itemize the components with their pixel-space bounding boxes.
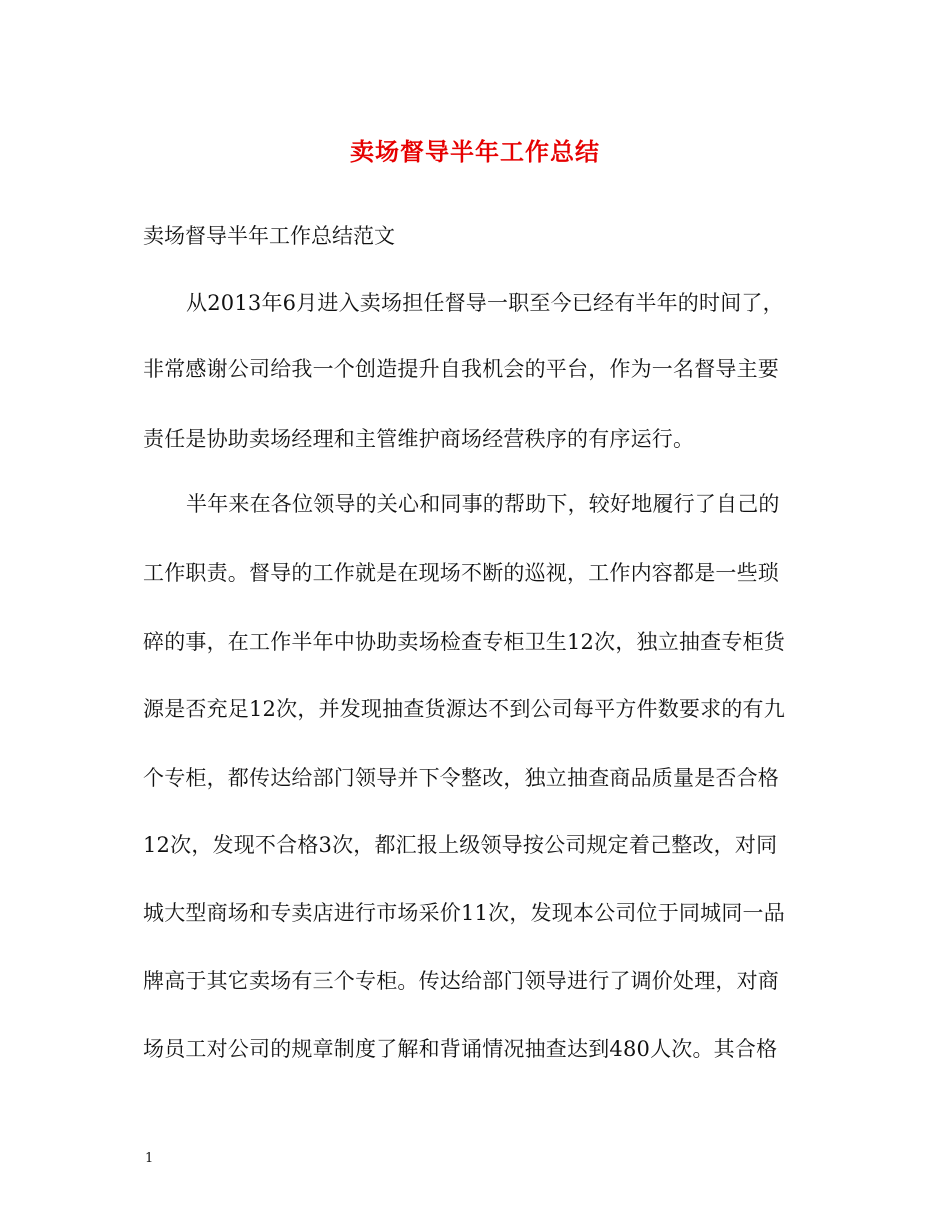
paragraph-2-line-2: 工作职责。督导的工作就是在现场不断的巡视，工作内容都是一些琐 [143, 561, 779, 585]
paragraph-2-line-4: 源是否充足12次，并发现抽查货源达不到公司每平方件数要求的有九 [143, 697, 785, 721]
paragraph-1-line-2: 非常感谢公司给我一个创造提升自我机会的平台，作为一名督导主要 [143, 357, 779, 381]
document-subtitle: 卖场督导半年工作总结范文 [143, 224, 395, 248]
paragraph-2-line-8: 牌高于其它卖场有三个专柜。传达给部门领导进行了调价处理，对商 [143, 969, 779, 993]
paragraph-2-line-6: 12次，发现不合格3次，都汇报上级领导按公司规定着己整改，对同 [143, 833, 778, 857]
paragraph-2-line-1: 半年来在各位领导的关心和同事的帮助下，较好地履行了自己的 [186, 492, 780, 516]
paragraph-2-line-3: 碎的事，在工作半年中协助卖场检查专柜卫生12次，独立抽查专柜货 [143, 630, 785, 654]
paragraph-2-line-9: 场员工对公司的规章制度了解和背诵情况抽查达到480人次。其合格 [143, 1037, 778, 1061]
paragraph-2-line-5: 个专柜，都传达给部门领导并下令整改，独立抽查商品质量是否合格 [143, 766, 779, 790]
paragraph-1-line-3: 责任是协助卖场经理和主管维护商场经营秩序的有序运行。 [143, 427, 695, 451]
document-title: 卖场督导半年工作总结 [350, 137, 600, 166]
paragraph-1-line-1: 从2013年6月进入卖场担任督导一职至今已经有半年的时间了， [186, 291, 784, 315]
page-number: 1 [145, 1151, 154, 1166]
paragraph-2-line-7: 城大型商场和专卖店进行市场采价11次，发现本公司位于同城同一品 [143, 901, 785, 925]
